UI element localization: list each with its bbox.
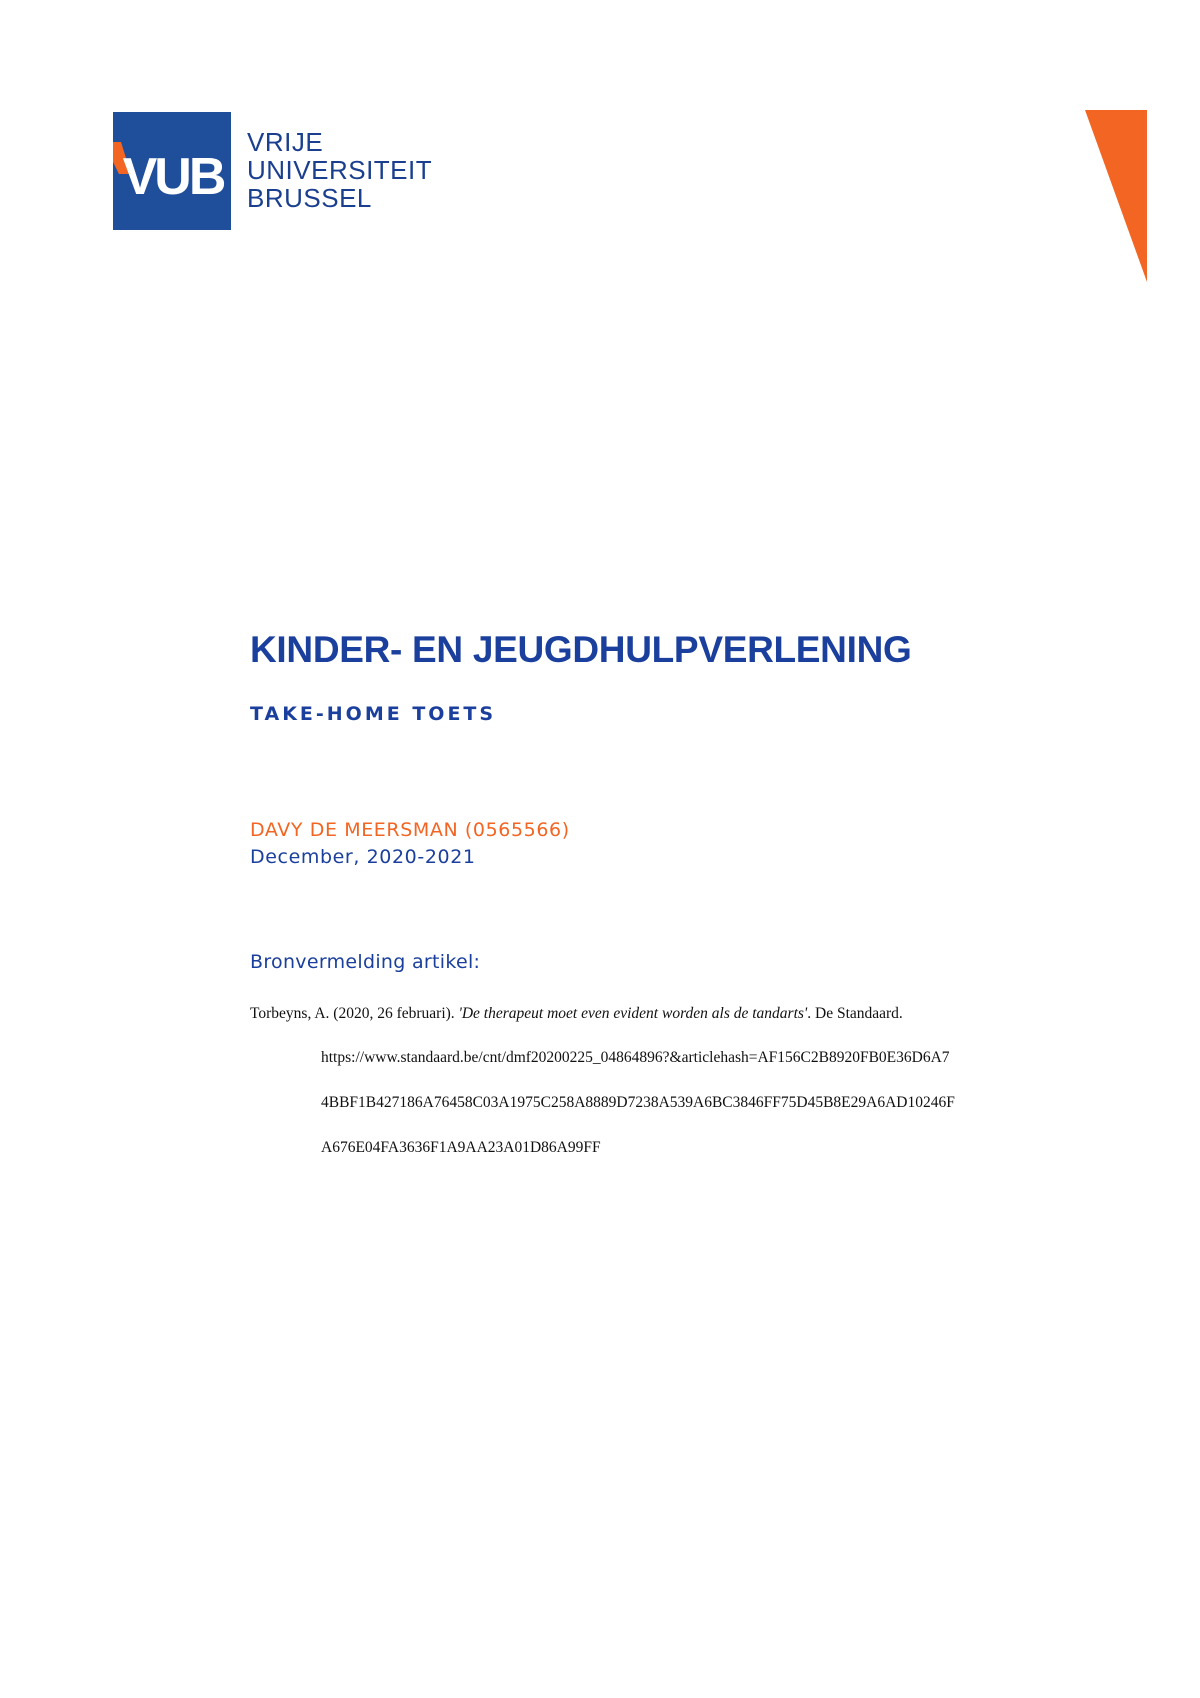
svg-text:VUB: VUB <box>122 148 224 206</box>
reference-url-line-3: A676E04FA3636F1A9AA23A01D86A99FF <box>321 1139 601 1156</box>
reference-url-line-1: https://www.standaard.be/cnt/dmf20200225_04864896?&articlehash=AF156C2B8920FB0E36D6A7 <box>321 1049 950 1066</box>
logo-line-3: BRUSSEL <box>247 183 372 213</box>
orange-triangle-accent <box>1085 110 1147 282</box>
reference-line <box>250 1004 1110 1024</box>
logo-line-2: UNIVERSITEIT <box>247 155 433 185</box>
reference-url-line-2: 4BBF1B427186A76458C03A1975C258A8889D7238A539A6BC3846FF75D45B8E29A6AD10246F <box>321 1094 955 1111</box>
author-name: DAVY DE MEERSMAN (0565566) <box>250 819 570 841</box>
reference-title: 'De therapeut moet even evident worden als de tandarts' <box>458 1005 808 1022</box>
reference-lead: Torbeyns, A. (2020, 26 februari). <box>250 1005 459 1022</box>
document-title: KINDER- EN JEUGDHULPVERLENING <box>250 629 912 670</box>
vub-logo-wordmark <box>247 127 433 213</box>
document-subtitle: TAKE-HOME TOETS <box>250 703 497 725</box>
document-date: December, 2020-2021 <box>250 846 476 868</box>
logo-line-1: VRIJE <box>247 127 324 157</box>
section-heading: Bronvermelding artikel: <box>250 951 481 973</box>
vub-logo <box>105 112 433 230</box>
reference-trail: . De Standaard. <box>807 1005 903 1022</box>
vub-logo-mark <box>113 112 231 230</box>
